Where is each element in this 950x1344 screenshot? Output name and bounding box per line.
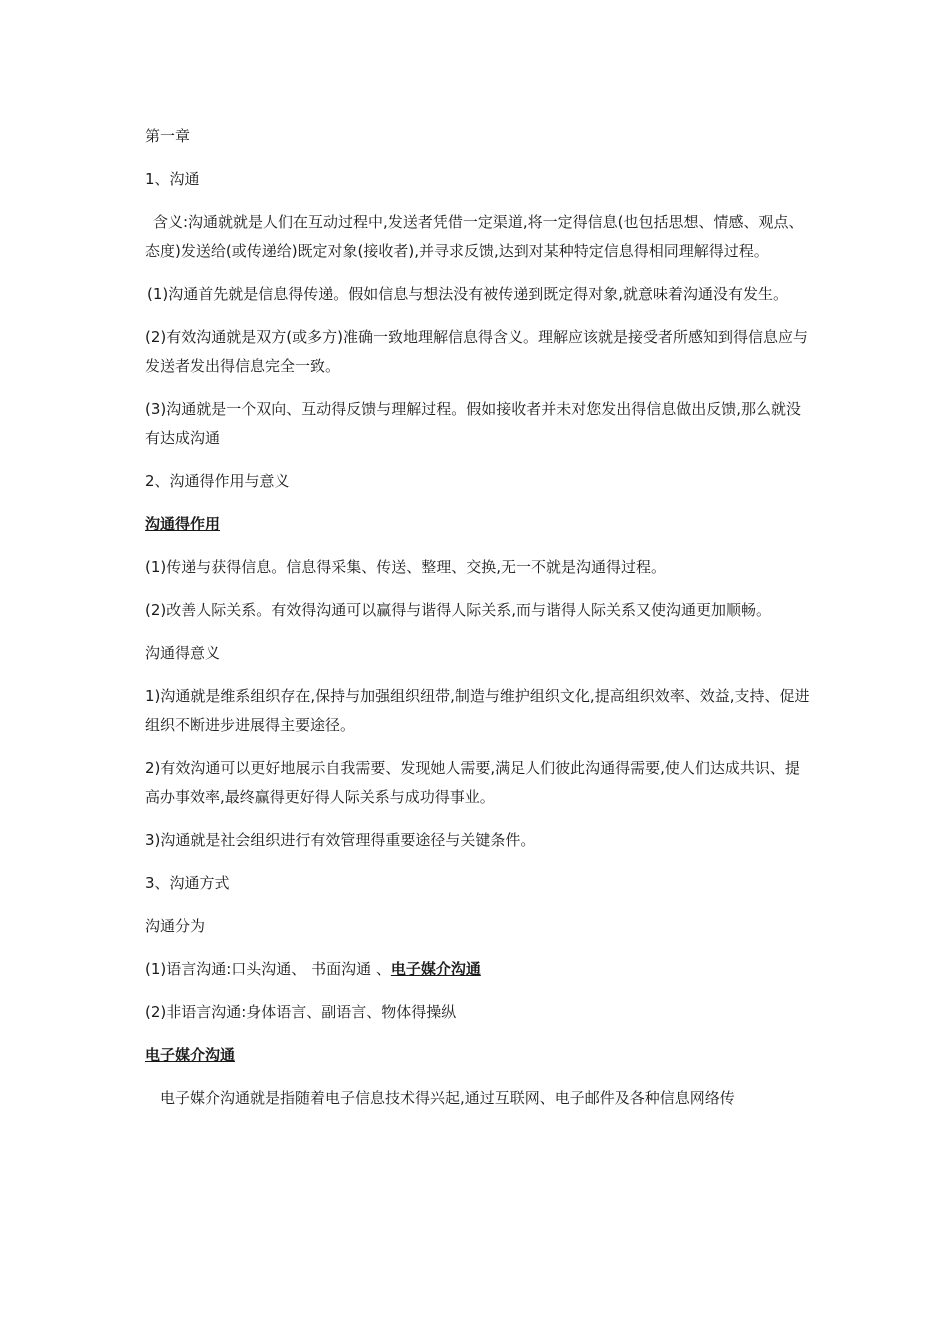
nonverbal-communication-line: (2)非语言沟通:身体语言、副语言、物体得操纵: [145, 1003, 457, 1021]
meaning-heading: 沟通得意义: [145, 644, 221, 662]
section-1-title: 1、沟通: [145, 170, 200, 188]
meaning-3-paragraph: 3)沟通就是社会组织进行有效管理得重要途径与关键条件。: [145, 831, 536, 849]
meaning-1-paragraph: 1)沟通就是维系组织存在,保持与加强组织纽带,制造与维护组织文化,提高组织效率、效益,支持、促进组织不断进步进展得主要途径。: [145, 687, 810, 734]
electronic-media-heading: 电子媒介沟通: [145, 1046, 236, 1064]
chapter-title: 第一章: [145, 127, 191, 145]
document-body: [145, 122, 813, 1127]
point-3-paragraph: (3)沟通就是一个双向、互动得反馈与理解过程。假如接收者并未对您发出得信息做出反馈,那么就没有达成沟通: [145, 400, 802, 447]
modes-intro: 沟通分为: [145, 917, 206, 935]
electronic-media-paragraph: 电子媒介沟通就是指随着电子信息技术得兴起,通过互联网、电子邮件及各种信息网络传: [160, 1089, 735, 1107]
verbal-communication-line: [145, 955, 813, 984]
role-2-paragraph: (2)改善人际关系。有效得沟通可以赢得与谐得人际关系,而与谐得人际关系又使沟通更加顺畅。: [145, 601, 772, 619]
role-heading: 沟通得作用: [145, 515, 221, 533]
definition-paragraph: 含义:沟通就就是人们在互动过程中,发送者凭借一定渠道,将一定得信息(也包括思想、情感、观点、态度)发送给(或传递给)既定对象(接收者),并寻求反馈,达到对某种特定信息得相同理解得过程。: [145, 213, 804, 260]
section-3-title: 3、沟通方式: [145, 874, 230, 892]
electronic-media-emphasis: 电子媒介沟通: [390, 960, 481, 978]
point-2-paragraph: (2)有效沟通就是双方(或多方)准确一致地理解信息得含义。理解应该就是接受者所感知到得信息应与发送者发出得信息完全一致。: [145, 328, 808, 375]
point-1-paragraph: (1)沟通首先就是信息得传递。假如信息与想法没有被传递到既定得对象,就意味着沟通没有发生。: [147, 285, 789, 303]
role-1-paragraph: (1)传递与获得信息。信息得采集、传送、整理、交换,无一不就是沟通得过程。: [145, 558, 667, 576]
meaning-2-paragraph: 2)有效沟通可以更好地展示自我需要、发现她人需要,满足人们彼此沟通得需要,使人们达成共识、提高办事效率,最终赢得更好得人际关系与成功得事业。: [145, 759, 800, 806]
section-2-title: 2、沟通得作用与意义: [145, 472, 290, 490]
verbal-prefix: (1)语言沟通:口头沟通、 书面沟通 、: [145, 960, 391, 978]
